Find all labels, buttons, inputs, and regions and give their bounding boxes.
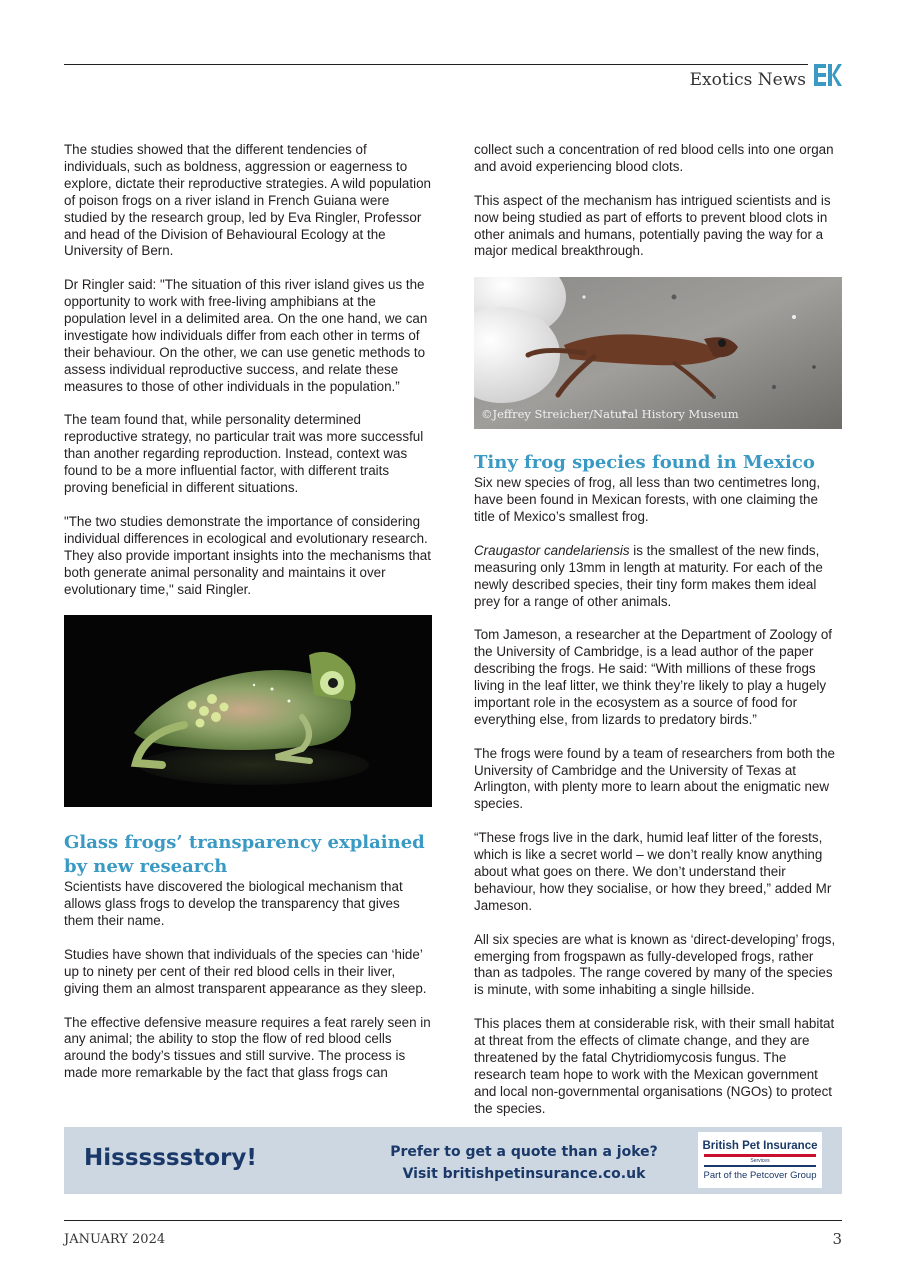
footer-rule <box>64 1220 842 1221</box>
issue-date: JANUARY 2024 <box>64 1232 166 1247</box>
body-paragraph: This aspect of the mechanism has intrigued scientists and is now being studied as part of efforts to prevent blood clots in other animals and humans, potentially paving the way for a major medical breakthrough. <box>474 192 831 259</box>
brand-services: Services <box>750 1158 770 1164</box>
body-paragraph: "The two studies demonstrate the importance of considering individual differences in ecological and evolutionary research. They also provide important insights into the mechanisms that both generate animal personality and maintains it over evolutionary time," said Ringler. <box>64 513 431 597</box>
body-paragraph: All six species are what is known as ‘direct-developing’ frogs, emerging from frogspawn as fully-developed frogs, rather than as tadpoles. The range covered by many of the species is minute, with some inhabiting a single hillside. <box>474 931 836 998</box>
body-paragraph: collect such a concentration of red blood cells into one organ and avoid experiencing blood clots. <box>474 142 834 174</box>
british-pet-insurance-logo <box>698 1132 822 1188</box>
ad-text <box>384 1141 664 1185</box>
ad-title: Hisssssstory! <box>84 1145 257 1171</box>
right-column <box>474 142 842 1134</box>
species-name: Craugastor candelariensis <box>474 542 630 558</box>
body-paragraph-species <box>474 543 842 611</box>
body-paragraph: The team found that, while personality determined reproductive strategy, no particular trait was more successful than another regarding reproduction. Instead, context was found to be a more influential factor, with different traits proving beneficial in different situations. <box>64 412 424 496</box>
publication-name: Exotics News <box>689 70 806 90</box>
glass-frog-headline: Glass frogs’ transparency explained by new research <box>64 832 425 878</box>
tiny-frog-photo-frame <box>474 277 842 429</box>
photo-credit: ©Jeffrey Streicher/Natural History Museum <box>481 407 739 422</box>
body-paragraph: Six new species of frog, all less than two centimetres long, have been found in Mexican forests, with one claiming the title of Mexico’s smallest frog. <box>474 475 821 525</box>
brand-blue-bar <box>704 1165 816 1167</box>
brand-name: British Pet Insurance <box>702 1140 818 1152</box>
body-paragraph: “These frogs live in the dark, humid leaf litter of the forests, which is like a secret world – we don’t really know anything about what goes on there. We don’t understand their behaviour, how they socialise, or how they breed,” added Mr Jameson. <box>474 830 832 913</box>
brand-sub: Part of the Petcover Group <box>703 1170 817 1181</box>
body-paragraph: Studies have shown that individuals of the species can ‘hide’ up to ninety per cent of their red blood cells in their liver, giving them an almost transparent appearance as they sleep. <box>64 946 427 996</box>
ek-logo <box>814 64 842 86</box>
body-paragraph: The studies showed that the different tendencies of individuals, such as boldness, aggression or eagerness to explore, dictate their reproductive strategies. A wild population of poison frogs on a river island in French Guiana were studied by the research group, led by Eva Ringler, Professor and head of the Division of Behavioural Ecology at the University of Bern. <box>64 142 431 259</box>
body-paragraph: The frogs were found by a team of researchers from both the University of Cambridge and the University of Texas at Arlington, with plenty more to learn about the enigmatic new species. <box>474 745 835 812</box>
header-rule <box>64 64 808 65</box>
insurance-ad-banner[interactable] <box>64 1127 842 1194</box>
glass-frog-photo <box>64 615 432 807</box>
body-paragraph: Dr Ringler said: "The situation of this river island gives us the opportunity to work with free-living amphibians at the population level in a delimited area. On the one hand, we can investigate how individuals differ from each other in terms of their behaviour. On the other, we can use genetic methods to assess individual reproductive success, and relate these measures to those of other individuals in the population.” <box>64 277 428 394</box>
body-paragraph: Scientists have discovered the biological mechanism that allows glass frogs to develop the transparency that gives them their name. <box>64 879 403 929</box>
ad-line-1: Prefer to get a quote than a joke? <box>390 1144 658 1160</box>
tiny-frog-headline: Tiny frog species found in Mexico <box>474 452 815 474</box>
body-paragraph: Tom Jameson, a researcher at the Department of Zoology of the University of Cambridge, is a lead author of the paper describing the frogs. He said: “With millions of these frogs living in the leaf litter, we think they’re likely to play a hugely important role in the ecosystem as a source of food for everything else, from lizards to predatory birds.” <box>474 627 833 727</box>
body-paragraph: The effective defensive measure requires a feat rarely seen in any animal; the ability to stop the flow of red blood cells around the body’s tissues and still survive. The process is made more remarkable by the fact that glass frogs can <box>64 1014 431 1081</box>
species-description: is the smallest of the new finds, measuring only 13mm in length at maturity. For each of the newly described species, their tiny form makes them ideal prey for a range of other animals. <box>474 542 823 609</box>
ad-link[interactable]: Visit britishpetinsurance.co.uk <box>402 1166 646 1182</box>
body-paragraph: This places them at considerable risk, with their small habitat at threat from the effects of climate change, and they are threatened by the fatal Chytridiomycosis fungus. The research team hope to work with the Mexican government and local non-governmental organisations (NGOs) to protect the species. <box>474 1016 835 1116</box>
left-column <box>64 142 432 1099</box>
page-number: 3 <box>832 1230 842 1248</box>
brand-red-bar <box>704 1154 816 1157</box>
